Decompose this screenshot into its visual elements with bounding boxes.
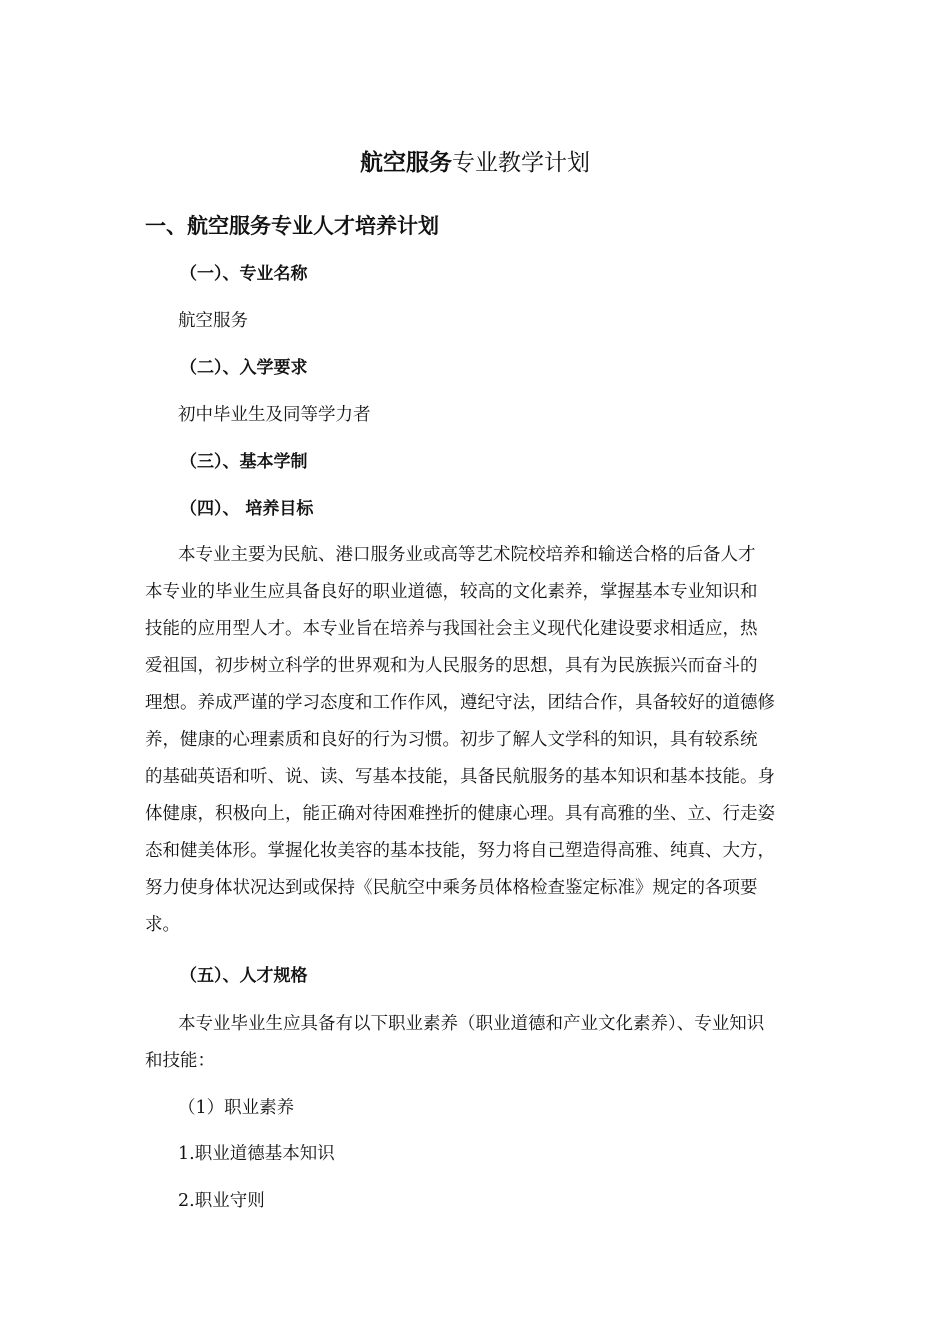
list-item: 2.职业守则 <box>178 1191 265 1211</box>
paragraph-line: 理想。养成严谨的学习态度和工作作风，遵纪守法，团结合作，具备较好的道德修 <box>145 693 775 713</box>
paragraph-line: 的基础英语和听、说、读、写基本技能，具备民航服务的基本知识和基本技能。身 <box>145 767 775 787</box>
admission-text: 初中毕业生及同等学力者 <box>178 405 371 425</box>
document-title <box>0 146 950 180</box>
paragraph-line: 本专业主要为民航、港口服务业或高等艺术院校培养和输送合格的后备人才 <box>178 545 756 565</box>
subsection-heading-major-name: （一）、专业名称 <box>180 264 308 284</box>
subsection-heading-objectives: （四）、 培养目标 <box>180 499 314 519</box>
list-item: 1.职业道德基本知识 <box>178 1144 335 1164</box>
document-title-normal: 专业教学计划 <box>452 150 590 176</box>
paragraph-line: 体健康，积极向上，能正确对待困难挫折的健康心理。具有高雅的坐、立、行走姿 <box>145 804 775 824</box>
document-title-bold: 航空服务 <box>360 150 452 176</box>
objectives-paragraph <box>145 537 810 944</box>
specifications-paragraph <box>145 1006 810 1080</box>
paragraph-line: 和技能： <box>145 1051 215 1071</box>
subsection-heading-duration: （三）、基本学制 <box>180 452 308 472</box>
paragraph-line: 努力使身体状况达到或保持《民航空中乘务员体格检查鉴定标准》规定的各项要 <box>145 878 758 898</box>
list-heading-professional-quality: （1）职业素养 <box>178 1098 295 1118</box>
paragraph-line: 求。 <box>145 915 180 935</box>
subsection-heading-admission: （二）、入学要求 <box>180 358 308 378</box>
section-heading-1: 一、航空服务专业人才培养计划 <box>145 214 439 238</box>
paragraph-line: 本专业毕业生应具备有以下职业素养（职业道德和产业文化素养）、专业知识 <box>178 1014 765 1034</box>
paragraph-line: 本专业的毕业生应具备良好的职业道德，较高的文化素养，掌握基本专业知识和 <box>145 582 758 602</box>
paragraph-line: 养，健康的心理素质和良好的行为习惯。初步了解人文学科的知识，具有较系统 <box>145 730 758 750</box>
paragraph-line: 爱祖国，初步树立科学的世界观和为人民服务的思想，具有为民族振兴而奋斗的 <box>145 656 758 676</box>
major-name-text: 航空服务 <box>178 311 248 331</box>
paragraph-line: 态和健美体形。掌握化妆美容的基本技能，努力将自己塑造得高雅、纯真、大方， <box>145 841 775 861</box>
paragraph-line: 技能的应用型人才。本专业旨在培养与我国社会主义现代化建设要求相适应，热 <box>145 619 758 639</box>
subsection-heading-specifications: （五）、人才规格 <box>180 966 308 986</box>
